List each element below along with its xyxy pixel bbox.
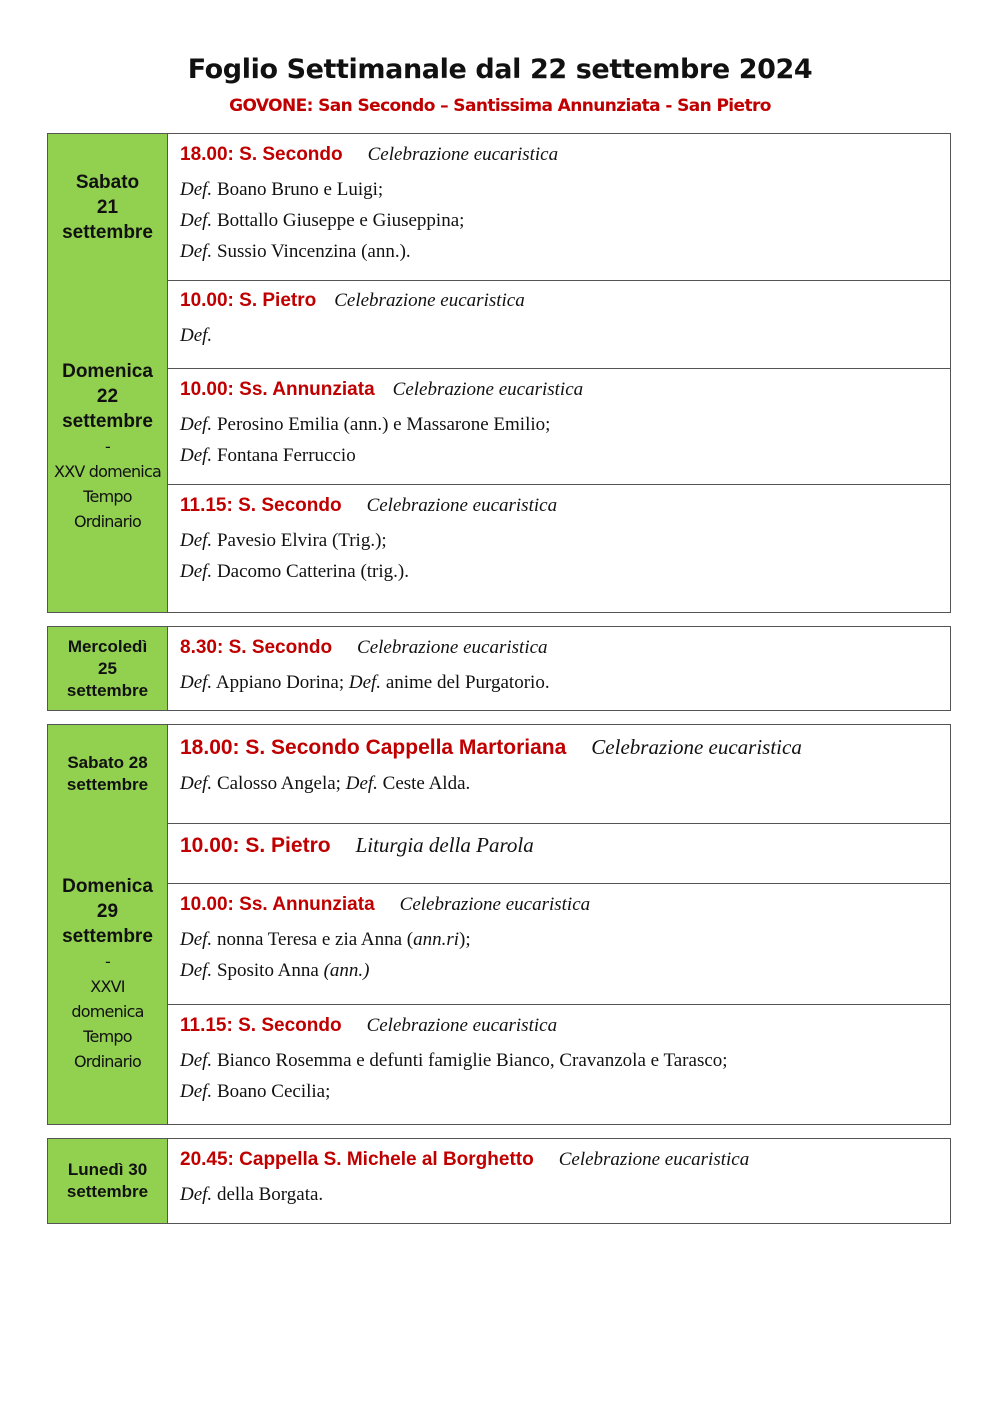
- service-time: 11.15: S. Secondo: [180, 1015, 342, 1036]
- liturgical-day: XXV domenica: [54, 461, 161, 481]
- intention-line: Def. Pavesio Elvira (Trig.);: [180, 530, 387, 551]
- intention-line: Def. Fontana Ferruccio: [180, 445, 356, 466]
- schedule-block-sat-28: [47, 724, 951, 824]
- page-subtitle: [0, 96, 1000, 116]
- day-number: 29: [96, 900, 119, 922]
- day-cell: [48, 823, 168, 1124]
- day-month: settembre: [66, 1182, 149, 1201]
- liturgical-season: Ordinario: [73, 1051, 142, 1071]
- day-number: 22: [96, 385, 119, 407]
- liturgical-day: domenica: [71, 1001, 144, 1021]
- intention-line: Def. Boano Bruno e Luigi;: [180, 179, 384, 200]
- service-time: 10.00: Ss. Annunziata: [180, 894, 375, 915]
- service-type: Celebrazione eucaristica: [366, 495, 558, 516]
- service-time: 11.15: S. Secondo: [180, 495, 342, 516]
- schedule-block-wed-25: [47, 626, 951, 711]
- intention-line: Def. Bottallo Giuseppe e Giuseppina;: [180, 210, 465, 231]
- day-number: 21: [96, 196, 119, 218]
- day-cell: [48, 627, 168, 710]
- schedule-block-sun-29: [47, 823, 951, 1125]
- service-type: Celebrazione eucaristica: [357, 637, 548, 658]
- parish-name: GOVONE: [229, 96, 307, 116]
- service-type: Celebrazione eucaristica: [366, 1015, 558, 1036]
- day-name: Lunedì 30: [67, 1160, 148, 1179]
- intention-line: Def. della Borgata.: [180, 1184, 324, 1205]
- intention-line: Def. Boano Cecilia;: [180, 1081, 331, 1102]
- intention-line: Def. Sposito Anna (ann.): [180, 960, 370, 981]
- service-cell: [168, 627, 950, 710]
- service-type: Celebrazione eucaristica: [392, 379, 584, 400]
- service-time: 18.00: S. Secondo: [180, 144, 343, 165]
- service-cell: [168, 369, 950, 485]
- day-name: Sabato: [75, 171, 140, 193]
- service-cell: [168, 884, 950, 1005]
- schedule-block-sun-22: [47, 280, 951, 613]
- day-name: Mercoledì: [67, 636, 148, 656]
- service-cell: [168, 725, 950, 823]
- service-cell: [168, 134, 950, 280]
- schedule-block-sat-21: [47, 133, 951, 281]
- service-type: Celebrazione eucaristica: [334, 290, 525, 311]
- day-month: settembre: [66, 680, 149, 700]
- liturgical-season: Ordinario: [73, 511, 142, 531]
- service-cell: [168, 1005, 950, 1124]
- intention-line: Def. Dacomo Catterina (trig.).: [180, 561, 409, 582]
- service-cell: [168, 1139, 950, 1223]
- day-cell: [48, 1139, 168, 1223]
- service-type: Liturgia della Parola: [355, 833, 534, 857]
- service-time: 8.30: S. Secondo: [180, 637, 333, 658]
- intention-line: Def. Appiano Dorina; Def. anime del Purgatorio.: [180, 672, 550, 693]
- day-separator: -: [105, 436, 110, 456]
- day-month: settembre: [62, 925, 153, 947]
- day-name: Domenica: [62, 360, 153, 382]
- liturgical-season: Tempo: [83, 486, 132, 506]
- service-type: Celebrazione eucaristica: [399, 894, 591, 915]
- intention-line: Def. Calosso Angela; Def. Ceste Alda.: [180, 773, 471, 794]
- day-cell: [48, 725, 168, 823]
- day-number: 25: [98, 658, 117, 678]
- day-name: Sabato 28: [67, 753, 148, 772]
- service-time: 10.00: Ss. Annunziata: [180, 379, 375, 400]
- intention-line: Def. Bianco Rosemma e defunti famiglie Bianco, Cravanzola e Tarasco;: [180, 1050, 728, 1071]
- service-time: 10.00: S. Pietro: [180, 290, 317, 311]
- service-time: 10.00: S. Pietro: [180, 834, 331, 857]
- schedule-block-mon-30: [47, 1138, 951, 1224]
- day-month: settembre: [66, 775, 149, 794]
- intention-line: Def. Sussio Vincenzina (ann.).: [180, 241, 411, 262]
- liturgical-season: Tempo: [83, 1026, 132, 1046]
- intention-line: Def. Perosino Emilia (ann.) e Massarone Emilio;: [180, 414, 551, 435]
- day-month: settembre: [62, 410, 153, 432]
- day-name: Domenica: [62, 875, 153, 897]
- service-time: 20.45: Cappella S. Michele al Borghetto: [180, 1149, 534, 1170]
- service-time: 18.00: S. Secondo Cappella Martoriana: [180, 736, 567, 759]
- intention-line: Def.: [180, 325, 213, 346]
- day-cell: [48, 280, 168, 612]
- liturgical-day: XXVI: [90, 976, 125, 996]
- service-type: Celebrazione eucaristica: [558, 1149, 750, 1170]
- day-separator: -: [105, 951, 110, 971]
- intention-line: Def. nonna Teresa e zia Anna (ann.ri);: [180, 929, 471, 950]
- page-title: Foglio Settimanale dal 22 settembre 2024: [187, 54, 813, 85]
- day-cell: [48, 134, 168, 280]
- service-cell: [168, 280, 950, 369]
- service-cell: [168, 823, 950, 884]
- service-type: Celebrazione eucaristica: [591, 735, 802, 759]
- church-list: : San Secondo – Santissima Annunziata - San Pietro: [306, 96, 771, 116]
- service-cell: [168, 485, 950, 612]
- service-type: Celebrazione eucaristica: [367, 144, 559, 165]
- day-month: settembre: [62, 221, 153, 243]
